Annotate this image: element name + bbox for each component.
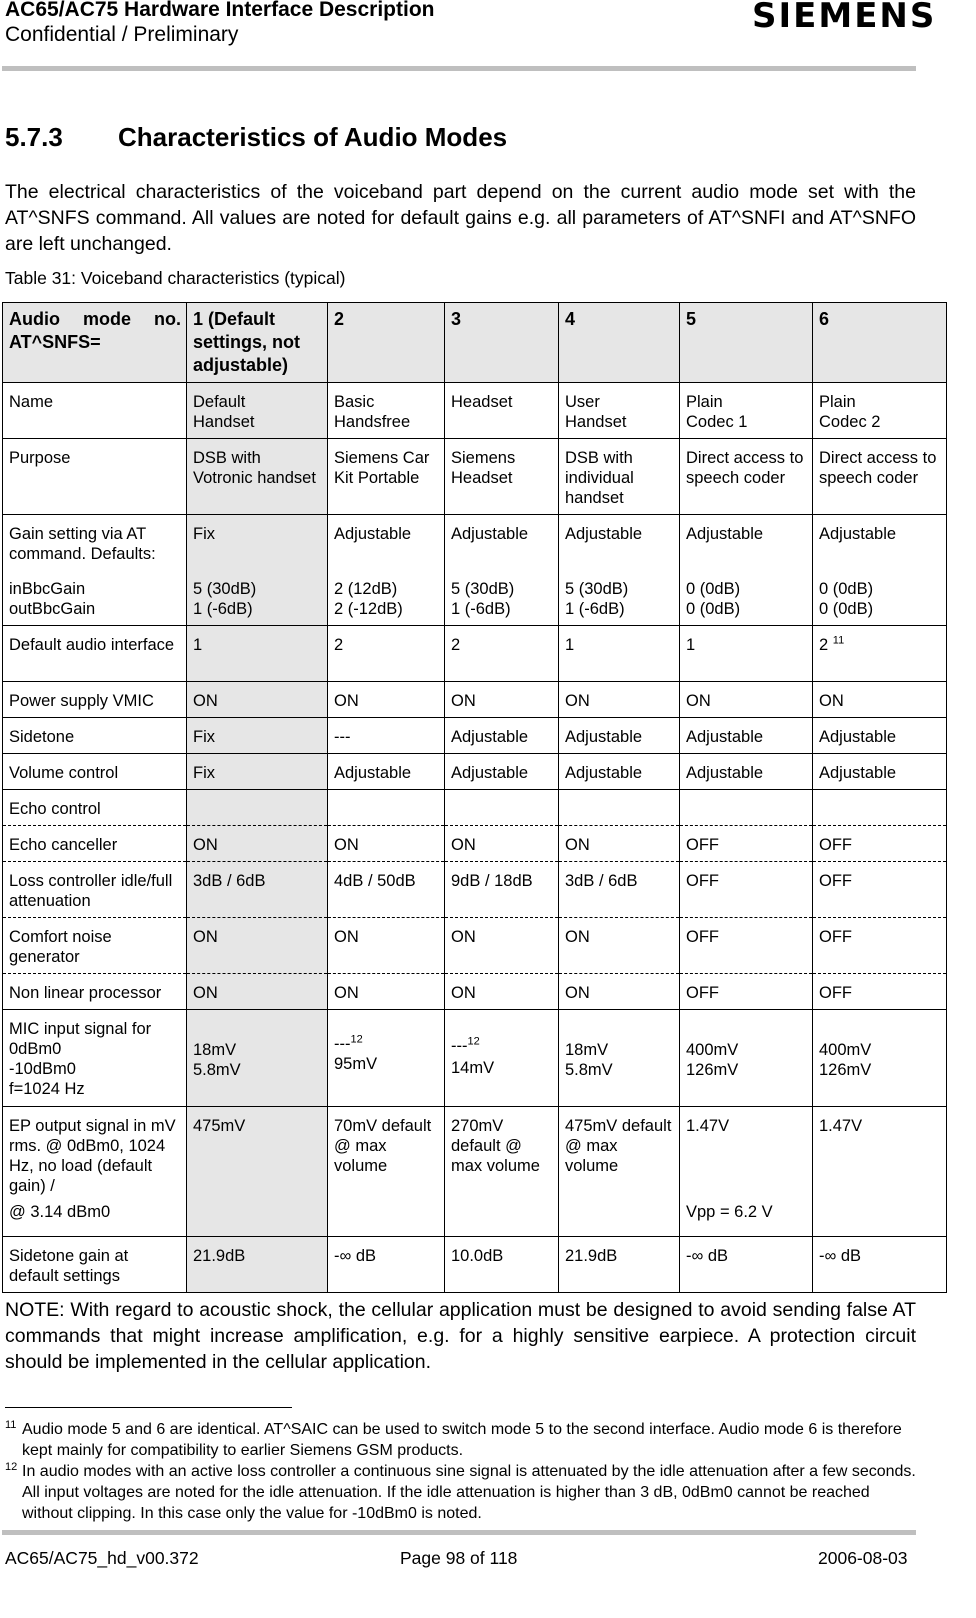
- table-cell: Default Handset: [187, 383, 328, 439]
- footnote-ref: 12: [350, 1033, 363, 1046]
- table-cell: ON: [445, 918, 559, 974]
- table-cell: Adjustable: [559, 718, 680, 754]
- table-row: [3, 515, 947, 626]
- gain-mode: Adjustable: [451, 525, 529, 543]
- table-cell: ON: [559, 974, 680, 1010]
- gain-mode: Adjustable: [819, 525, 897, 543]
- interface-value: 2: [819, 636, 829, 654]
- table-row: [3, 1010, 947, 1107]
- ep-value: 1.47V: [686, 1117, 730, 1135]
- table-row: [3, 974, 947, 1010]
- gain-mode: Adjustable: [565, 525, 643, 543]
- table-cell: Direct access to speech coder: [680, 439, 813, 515]
- gain-values: 5 (30dB) 1 (-6dB): [451, 580, 515, 618]
- table-cell: DSB with individual handset: [559, 439, 680, 515]
- table-cell: 400mV 126mV: [813, 1010, 947, 1107]
- table-cell: Adjustable: [445, 754, 559, 790]
- row-label: Loss controller idle/full attenuation: [3, 862, 187, 918]
- table-cell: [445, 790, 559, 826]
- table-cell: OFF: [680, 918, 813, 974]
- table-cell: [328, 515, 445, 626]
- table-cell: OFF: [813, 862, 947, 918]
- row-label: Name: [3, 383, 187, 439]
- gain-values: 5 (30dB) 1 (-6dB): [565, 580, 629, 618]
- table-cell: OFF: [813, 974, 947, 1010]
- table-row: [3, 682, 947, 718]
- row-label: Power supply VMIC: [3, 682, 187, 718]
- table-cell: Adjustable: [813, 718, 947, 754]
- table-cell: Adjustable: [559, 754, 680, 790]
- table-cell: 70mV default @ max volume: [328, 1107, 445, 1237]
- gain-values: 0 (0dB) 0 (0dB): [686, 580, 741, 618]
- ep-label-alt: @ 3.14 dBm0: [9, 1203, 111, 1221]
- row-label: Sidetone: [3, 718, 187, 754]
- table-cell: DSB with Votronic handset: [187, 439, 328, 515]
- table-row: [3, 790, 947, 826]
- table-cell: Basic Handsfree: [328, 383, 445, 439]
- header-cell: 6: [813, 303, 947, 383]
- footnote-separator: [5, 1407, 292, 1408]
- gain-values: 2 (12dB) 2 (-12dB): [334, 580, 403, 618]
- table-cell: Adjustable: [680, 718, 813, 754]
- intro-paragraph: The electrical characteristics of the voiceband part depend on the current audio mode set with the AT^SNFS command. All values are noted for default gains e.g. all parameters of AT^SNFI and AT^SNFO are left unchanged.: [5, 181, 916, 255]
- table-cell: 1: [680, 626, 813, 682]
- table-cell: -∞ dB: [328, 1237, 445, 1293]
- table-cell: ON: [445, 682, 559, 718]
- table-row: [3, 918, 947, 974]
- table-cell: OFF: [813, 918, 947, 974]
- table-caption: Table 31: Voiceband characteristics (typical): [5, 268, 346, 288]
- table-cell: [813, 790, 947, 826]
- table-cell: 10.0dB: [445, 1237, 559, 1293]
- table-cell: OFF: [680, 862, 813, 918]
- table-cell: ON: [328, 974, 445, 1010]
- table-cell: 18mV 5.8mV: [559, 1010, 680, 1107]
- table-cell: [445, 515, 559, 626]
- table-cell: [559, 515, 680, 626]
- document-status: Confidential / Preliminary: [5, 23, 239, 46]
- table-cell: ON: [328, 826, 445, 862]
- table-cell: 21.9dB: [187, 1237, 328, 1293]
- table-cell: 2: [328, 626, 445, 682]
- gain-mode: Fix: [193, 525, 215, 543]
- gain-values: 0 (0dB) 0 (0dB): [819, 580, 874, 618]
- table-cell: ON: [187, 682, 328, 718]
- document-title: AC65/AC75 Hardware Interface Description: [5, 0, 435, 21]
- table-cell: OFF: [680, 826, 813, 862]
- table-cell: [445, 1010, 559, 1107]
- table-cell: ON: [813, 682, 947, 718]
- siemens-logo: SIEMENS: [752, 0, 937, 36]
- table-cell: 3dB / 6dB: [187, 862, 328, 918]
- header-rule: [2, 66, 916, 71]
- table-cell: [680, 790, 813, 826]
- footnote: [5, 1461, 916, 1524]
- table-row: [3, 1237, 947, 1293]
- table-cell: Fix: [187, 718, 328, 754]
- table-cell: [328, 790, 445, 826]
- row-label: Non linear processor: [3, 974, 187, 1010]
- table-cell: OFF: [813, 826, 947, 862]
- table-row: [3, 439, 947, 515]
- table-cell: ON: [559, 682, 680, 718]
- table-cell: [187, 790, 328, 826]
- section-title: Characteristics of Audio Modes: [118, 122, 508, 152]
- section-number: 5.7.3: [5, 122, 63, 152]
- table-cell: 9dB / 18dB: [445, 862, 559, 918]
- table-row: [3, 754, 947, 790]
- footnote-mark: 11: [5, 1419, 17, 1431]
- row-label: MIC input signal for 0dBm0 -10dBm0 f=1024 Hz: [3, 1010, 187, 1107]
- table-cell: ON: [328, 918, 445, 974]
- header-cell: Audio mode no. AT^SNFS=: [3, 303, 187, 383]
- header-cell: 3: [445, 303, 559, 383]
- ep-vpp: Vpp = 6.2 V: [686, 1203, 773, 1221]
- row-label: Sidetone gain at default settings: [3, 1237, 187, 1293]
- footer-page-number: Page 98 of 118: [400, 1548, 518, 1568]
- mic-value: 95mV: [334, 1055, 378, 1073]
- table-cell: [680, 515, 813, 626]
- footnote-text: Audio mode 5 and 6 are identical. AT^SAIC can be used to switch mode 5 to the second interface. Audio mode 6 is therefore kept mainly for compatibility to earlier Siemens GSM products.: [22, 1421, 902, 1459]
- gain-mode: Adjustable: [334, 525, 412, 543]
- mic-dash: ---: [451, 1037, 468, 1055]
- table-cell: -∞ dB: [680, 1237, 813, 1293]
- table-cell: User Handset: [559, 383, 680, 439]
- table-cell: 4dB / 50dB: [328, 862, 445, 918]
- table-row: [3, 1107, 947, 1237]
- table-cell: 21.9dB: [559, 1237, 680, 1293]
- table-cell: [813, 626, 947, 682]
- table-cell: 475mV default @ max volume: [559, 1107, 680, 1237]
- table-row: [3, 826, 947, 862]
- footer-doc-id: AC65/AC75_hd_v00.372: [5, 1548, 199, 1568]
- table-cell: ON: [187, 974, 328, 1010]
- header-cell: 2: [328, 303, 445, 383]
- table-cell: 400mV 126mV: [680, 1010, 813, 1107]
- table-cell: ---: [328, 718, 445, 754]
- note-paragraph: NOTE: With regard to acoustic shock, the cellular application must be designed to avoid sending false AT commands that might increase amplification, e.g. for a highly sensitive earpiece. A protection circuit should be implemented in the cellular application.: [5, 1299, 916, 1373]
- table-cell: 18mV 5.8mV: [187, 1010, 328, 1107]
- gain-label: Gain setting via AT command. Defaults:: [9, 525, 156, 563]
- table-cell: Plain Codec 1: [680, 383, 813, 439]
- footnote-ref: 11: [832, 634, 845, 647]
- table-cell: OFF: [680, 974, 813, 1010]
- table-cell: ON: [559, 826, 680, 862]
- table-cell: Adjustable: [813, 754, 947, 790]
- gain-mode: Adjustable: [686, 525, 764, 543]
- row-label: Echo control: [3, 790, 187, 826]
- table-cell: [328, 1010, 445, 1107]
- table-cell: ON: [187, 826, 328, 862]
- ep-label: EP output signal in mV rms. @ 0dBm0, 1024 Hz, no load (default gain) /: [9, 1117, 176, 1195]
- gain-params: inBbcGain outBbcGain: [9, 580, 96, 618]
- row-label: Echo canceller: [3, 826, 187, 862]
- table-cell: Headset: [445, 383, 559, 439]
- table-cell: 1: [187, 626, 328, 682]
- table-cell: -∞ dB: [813, 1237, 947, 1293]
- footnote-text: In audio modes with an active loss controller a continuous sine signal is attenuated by the idle attenuation after a few seconds. All input voltages are noted for the idle attenuation. If the idle attenuation is higher than 3 dB, 0dBm0 cannot be reached without clipping. In this case only the value for -10dBm0 is noted.: [22, 1463, 916, 1522]
- table-cell: Siemens Headset: [445, 439, 559, 515]
- table-cell: ON: [559, 918, 680, 974]
- gain-values: 5 (30dB) 1 (-6dB): [193, 580, 257, 618]
- table-cell: [813, 515, 947, 626]
- table-cell: ON: [680, 682, 813, 718]
- table-cell: ON: [445, 826, 559, 862]
- table-row: [3, 626, 947, 682]
- table-header-row: [3, 303, 947, 383]
- footnote: [5, 1419, 916, 1461]
- table-cell: Adjustable: [680, 754, 813, 790]
- header-cell: 1 (Default settings, not adjustable): [187, 303, 328, 383]
- table-cell: 270mV default @ max volume: [445, 1107, 559, 1237]
- table-row: [3, 718, 947, 754]
- table-cell: 2: [445, 626, 559, 682]
- table-cell: 475mV: [187, 1107, 328, 1237]
- table-cell: Adjustable: [328, 754, 445, 790]
- table-cell: 3dB / 6dB: [559, 862, 680, 918]
- table-cell: [680, 1107, 813, 1237]
- footer-date: 2006-08-03: [818, 1548, 908, 1568]
- footnote-ref: 12: [467, 1035, 480, 1048]
- mic-value: 14mV: [451, 1059, 495, 1077]
- table-cell: Plain Codec 2: [813, 383, 947, 439]
- table-cell: Siemens Car Kit Portable: [328, 439, 445, 515]
- table-cell: [187, 515, 328, 626]
- table-row: [3, 383, 947, 439]
- table-cell: Fix: [187, 754, 328, 790]
- header-cell: 4: [559, 303, 680, 383]
- row-label: Default audio interface: [3, 626, 187, 682]
- section-heading: [5, 122, 507, 153]
- table-cell: ON: [187, 918, 328, 974]
- row-label: Purpose: [3, 439, 187, 515]
- table-cell: 1: [559, 626, 680, 682]
- voiceband-table: [2, 302, 947, 1293]
- header-cell: 5: [680, 303, 813, 383]
- row-label: Comfort noise generator: [3, 918, 187, 974]
- table-cell: 1.47V: [813, 1107, 947, 1237]
- footer-rule: [2, 1530, 916, 1535]
- table-cell: ON: [328, 682, 445, 718]
- mic-dash: ---: [334, 1035, 351, 1053]
- table-cell: Direct access to speech coder: [813, 439, 947, 515]
- row-label: [3, 515, 187, 626]
- table-cell: ON: [445, 974, 559, 1010]
- table-cell: [559, 790, 680, 826]
- table-row: [3, 862, 947, 918]
- footnote-mark: 12: [5, 1461, 18, 1473]
- row-label: [3, 1107, 187, 1237]
- row-label: Volume control: [3, 754, 187, 790]
- table-cell: Adjustable: [445, 718, 559, 754]
